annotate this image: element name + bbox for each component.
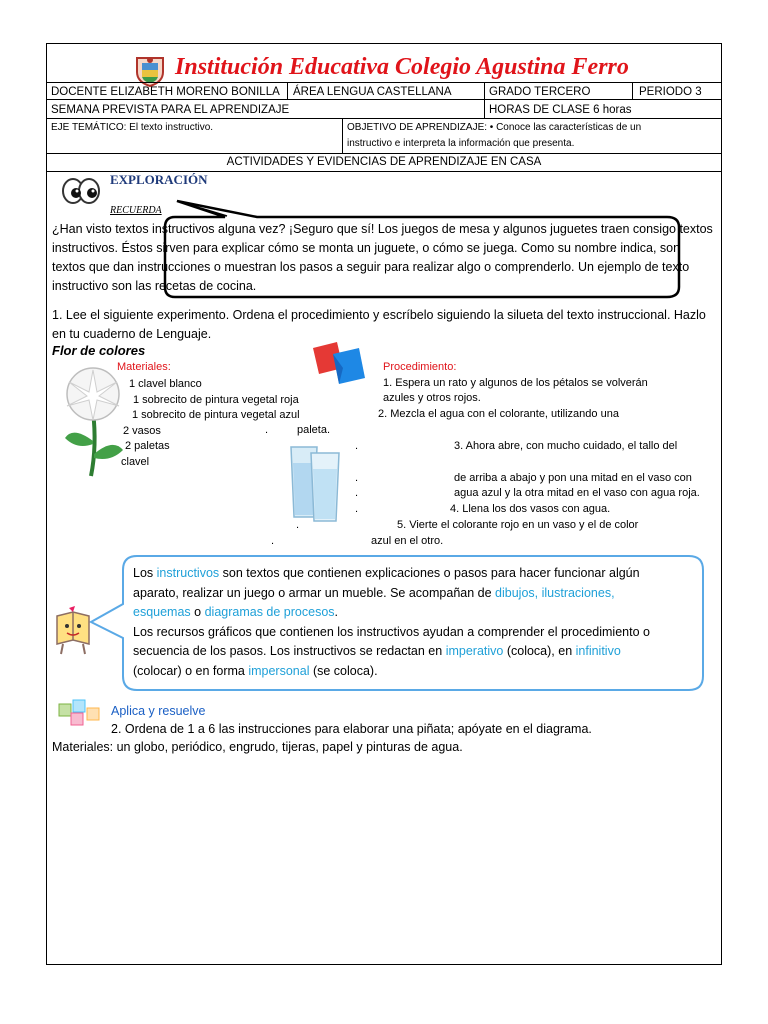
- callout-line: [133, 603, 650, 623]
- materiales-item: 1 sobrecito de pintura vegetal roja: [133, 393, 299, 406]
- periodo-cell: PERIODO 3: [639, 86, 702, 98]
- callout-line: [133, 564, 650, 584]
- callout-text: [133, 564, 650, 681]
- callout-keyword: infinitivo: [575, 644, 621, 658]
- callout-text-span: secuencia de los pasos. Los instructivos se redactan en: [133, 644, 446, 658]
- procedimiento-step: 3. Ahora abre, con mucho cuidado, el tallo del: [454, 440, 678, 452]
- stray-dot: .: [355, 487, 359, 499]
- aplica-materiales: Materiales: un globo, periódico, engrudo, tijeras, papel y pinturas de agua.: [52, 740, 463, 754]
- stray-dot: .: [271, 535, 275, 547]
- paper-squares-icon: [311, 340, 367, 390]
- puzzle-icon: [57, 698, 101, 726]
- materiales-item: 1 clavel blanco: [129, 378, 202, 390]
- stray-dot: .: [296, 519, 300, 531]
- exploracion-line: instructivos. Éstos sirven para explicar cómo se monta un juguete, o cómo se juega. Como su nombre indica, son: [52, 241, 681, 255]
- grado-cell: GRADO TERCERO: [489, 86, 591, 98]
- exploracion-line: ¿Han visto textos instructivos alguna vez? ¡Seguro que sí! Los juegos de mesa y algunos juguetes traen consigo textos: [52, 222, 713, 236]
- callout-text-span: (se coloca).: [309, 663, 378, 678]
- page-title: Institución Educativa Colegio Agustina Ferro: [175, 54, 629, 80]
- table-rule: [632, 82, 633, 99]
- stray-dot: .: [355, 440, 359, 452]
- recuerda-label: RECUERDA: [110, 205, 162, 216]
- callout-keyword: instructivos: [156, 566, 220, 580]
- table-rule: [47, 118, 721, 119]
- objetivo-line-1: OBJETIVO DE APRENDIZAJE: • Conoce las características de un: [347, 122, 642, 133]
- callout-keyword: imperativo: [445, 644, 504, 658]
- materiales-label: Materiales:: [117, 361, 171, 373]
- table-rule: [287, 82, 288, 99]
- procedimiento-step: paleta.: [297, 424, 331, 436]
- materiales-item: 2 paletas: [125, 440, 170, 452]
- book-character-icon: [53, 604, 93, 656]
- materiales-item: 1 sobrecito de pintura vegetal azul: [132, 409, 300, 421]
- area-cell: ÁREA LENGUA CASTELLANA: [293, 86, 452, 98]
- aplica-heading: Aplica y resuelve: [111, 704, 206, 718]
- aplica-instruction: 2. Ordena de 1 a 6 las instrucciones para elaborar una piñata; apóyate en el diagrama.: [111, 722, 592, 736]
- exploracion-line: instructivo son las recetas de cocina.: [52, 279, 257, 293]
- ejercicio1-instructions: [52, 306, 706, 344]
- exploracion-line: textos que dan instrucciones o muestran los pasos a seguir para realizar algo o comprenderlo. Un ejemplo de texto: [52, 260, 690, 274]
- eje-cell: EJE TEMÁTICO: El texto instructivo.: [51, 122, 214, 133]
- worksheet-frame: [46, 43, 722, 965]
- procedimiento-step: de arriba a abajo y pon una mitad en el vaso con: [454, 472, 692, 484]
- stray-dot: .: [355, 503, 359, 515]
- semana-cell: SEMANA PREVISTA PARA EL APRENDIZAJE: [51, 104, 290, 116]
- materiales-list: [121, 377, 300, 470]
- exploracion-heading: EXPLORACIÓN: [110, 172, 208, 187]
- ejercicio1-line: en tu cuaderno de Lenguaje.: [52, 327, 212, 341]
- callout-text-span: aparato, realizar un juego o armar un mueble. Se acompañan de: [133, 585, 496, 600]
- callout-text-span: o: [190, 605, 205, 619]
- table-rule: [47, 153, 721, 154]
- callout-keyword: dibujos, ilustraciones,: [495, 585, 615, 600]
- callout-text-span: son textos que contienen explicaciones o pasos para hacer funcionar algún: [219, 566, 640, 580]
- objetivo-line-2: instructivo e interpreta la información que presenta.: [347, 138, 575, 149]
- title-row: [47, 50, 721, 86]
- callout-line: [133, 662, 650, 682]
- callout-text-span: Los: [133, 566, 157, 580]
- materiales-item: 2 vasos: [123, 424, 161, 437]
- horas-cell: HORAS DE CLASE 6 horas: [489, 104, 632, 116]
- procedimiento-step: azul en el otro.: [371, 535, 444, 547]
- exploracion-text: [52, 220, 713, 296]
- ejercicio1-line: 1. Lee el siguiente experimento. Ordena el procedimiento y escríbelo siguiendo la silueta del texto instruccional. Hazlo: [52, 308, 706, 322]
- callout-line: [133, 642, 650, 662]
- procedimiento-step: 4. Llena los dos vasos con agua.: [450, 503, 611, 515]
- callout-line: Los recursos gráficos que contienen los instructivos ayudan a comprender el procedimiento o: [133, 624, 650, 639]
- actividades-heading: ACTIVIDADES Y EVIDENCIAS DE APRENDIZAJE EN CASA: [226, 156, 542, 168]
- procedimiento-step: agua azul y la otra mitad en el vaso con agua roja.: [454, 487, 700, 499]
- callout-keyword: diagramas de procesos: [204, 605, 335, 619]
- water-glasses-icon: [287, 439, 349, 524]
- table-rule: [342, 118, 343, 153]
- experiment-title: Flor de colores: [52, 343, 146, 358]
- docente-cell: DOCENTE ELIZABETH MORENO BONILLA: [51, 86, 280, 98]
- callout-keyword: esquemas: [133, 605, 191, 619]
- table-rule: [484, 82, 485, 118]
- callout-text-span: (coloca), en: [503, 644, 576, 658]
- callout-text-span: (colocar) o en forma: [133, 663, 249, 678]
- procedimiento-step: 5. Vierte el colorante rojo en un vaso y el de color: [397, 519, 639, 531]
- procedimiento-step: azules y otros rojos.: [383, 392, 481, 404]
- procedimiento-step: 2. Mezcla el agua con el colorante, utilizando una: [378, 408, 619, 420]
- table-rule: [47, 99, 721, 100]
- callout-line: [133, 584, 650, 604]
- stray-dot: .: [265, 424, 269, 436]
- stray-dot: .: [355, 472, 359, 484]
- procedimiento-label: Procedimiento:: [383, 361, 457, 373]
- table-rule: [47, 82, 721, 83]
- procedimiento-step: 1. Espera un rato y algunos de los pétalos se volverán: [383, 377, 648, 389]
- callout-text-span: .: [334, 605, 339, 619]
- materiales-item: clavel: [121, 455, 150, 468]
- eyes-icon: [61, 177, 101, 205]
- callout-keyword: impersonal: [248, 663, 310, 678]
